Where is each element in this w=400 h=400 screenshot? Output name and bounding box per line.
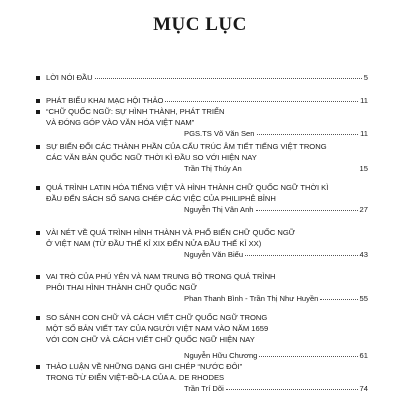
toc-entry-title: VAI TRÒ CỦA PHÚ YÊN VÀ NAM TRUNG BỘ TRONG QUÁ TRÌNH: [46, 272, 276, 281]
leader-dots: [226, 382, 358, 390]
leader-dots: [259, 349, 357, 357]
toc-entry-title: SỰ BIẾN ĐỔI CÁC THÀNH PHẦN CỦA CẤU TRÚC ÂM TIẾT TIẾNG VIỆT TRONG: [46, 142, 327, 151]
toc-entry-title: VÀI NÉT VỀ QUÁ TRÌNH HÌNH THÀNH VÀ PHỔ BIẾN CHỮ QUỐC NGỮ: [46, 228, 296, 237]
toc-entry-title: PHÁT BIỂU KHAI MẠC HỘI THẢO: [46, 96, 164, 105]
toc-entry-title: SO SÁNH CON CHỮ VÀ CÁCH VIẾT CHỮ QUỐC NGỮ TRONG: [46, 313, 268, 322]
page-number: 74: [359, 384, 368, 393]
toc-entry-title: LỜI NÓI ĐẦU: [46, 73, 93, 82]
bullet-icon: [36, 316, 40, 320]
toc-entry-title: PHÔI THAI HÌNH THÀNH CHỮ QUỐC NGỮ: [46, 283, 198, 292]
leader-dots: [244, 163, 358, 170]
toc-entry-author-line: [46, 163, 368, 174]
toc-entry-title: “CHỮ QUỐC NGỮ: SỰ HÌNH THÀNH, PHÁT TRIỂN: [46, 107, 225, 116]
toc-entry-line: [46, 95, 368, 106]
toc-entry-title: MỘT SỐ BẢN VIẾT TAY CỦA NGƯỜI VIỆT NAM VÀO NĂM 1659: [46, 324, 269, 333]
toc-entry-title: THẢO LUẬN VỀ NHỮNG DẠNG GHI CHÉP “NƯỚC ĐÔI”: [46, 362, 243, 371]
bullet-icon: [36, 231, 40, 235]
toc-entry-author-line: [46, 383, 368, 394]
page-number: 61: [359, 351, 368, 360]
toc-entry-author: Nguyễn Thị Vân Anh: [184, 205, 254, 214]
page-number: 27: [359, 205, 368, 214]
toc-entry-author: PGS.TS Võ Văn Sen: [184, 129, 255, 138]
page-number: 11: [360, 129, 368, 138]
toc-entry-author-line: [46, 293, 368, 304]
page-number: 55: [359, 294, 368, 303]
toc-entry-author: Trần Thị Thúy An: [184, 164, 242, 173]
leader-dots: [245, 248, 357, 256]
toc-entry-title: Ở VIỆT NAM (TỪ ĐẦU THẾ KỈ XIX ĐẾN NỬA ĐẦU THẾ KỈ XX): [46, 239, 262, 248]
toc-entry-title: TRONG TỪ ĐIỂN VIỆT-BỒ-LA CỦA A. DE RHODES: [46, 373, 225, 382]
toc-entry-author: Nguyễn Hữu Chương: [184, 351, 258, 360]
page-number: 15: [359, 164, 368, 173]
leader-dots: [257, 127, 359, 135]
leader-dots: [165, 94, 358, 102]
toc-entry-author: Nguyễn Văn Biểu: [184, 250, 244, 259]
toc-entry-title: VÀ ĐÓNG GÓP VÀO VĂN HÓA VIỆT NAM”: [46, 118, 195, 127]
toc-entry-author-line: [46, 204, 368, 215]
bullet-icon: [36, 99, 40, 103]
bullet-icon: [36, 365, 40, 369]
bullet-icon: [36, 275, 40, 279]
page-number: 43: [359, 250, 368, 259]
toc-entry-author-line: [46, 249, 368, 260]
toc-entry-title: VỚI CON CHỮ VÀ CÁCH VIẾT CHỮ QUỐC NGỮ HIỆN NAY: [46, 335, 255, 344]
page-number: 11: [360, 96, 368, 105]
leader-dots: [320, 292, 357, 300]
page-title: MỤC LỤC: [153, 14, 247, 35]
toc-entry-author: Phan Thanh Bình - Trần Thị Như Huyền: [184, 294, 319, 303]
toc-entry-author: Trần Trí Dõi: [184, 384, 224, 393]
leader-dots: [95, 71, 362, 79]
leader-dots: [256, 203, 358, 211]
toc-entry-title: ĐẦU ĐẾN SÁCH SỐ SANG CHÉP CÁC VIỆC CỦA PHILIPHÊ BỈNH: [46, 194, 276, 203]
bullet-icon: [36, 110, 40, 114]
toc-entry-line: [46, 72, 368, 83]
bullet-icon: [36, 76, 40, 80]
bullet-icon: [36, 145, 40, 149]
toc-entry-author-line: [46, 350, 368, 361]
toc-entry-title: CÁC VĂN BẢN QUỐC NGỮ THỜI KÌ ĐẦU SO VỚI HIỆN NAY: [46, 153, 257, 162]
toc-entry-title: QUÁ TRÌNH LATIN HÓA TIẾNG VIỆT VÀ HÌNH THÀNH CHỮ QUỐC NGỮ THỜI KÌ: [46, 183, 329, 192]
bullet-icon: [36, 186, 40, 190]
page-number: 5: [363, 73, 368, 82]
toc-entry-author-line: [46, 128, 368, 139]
